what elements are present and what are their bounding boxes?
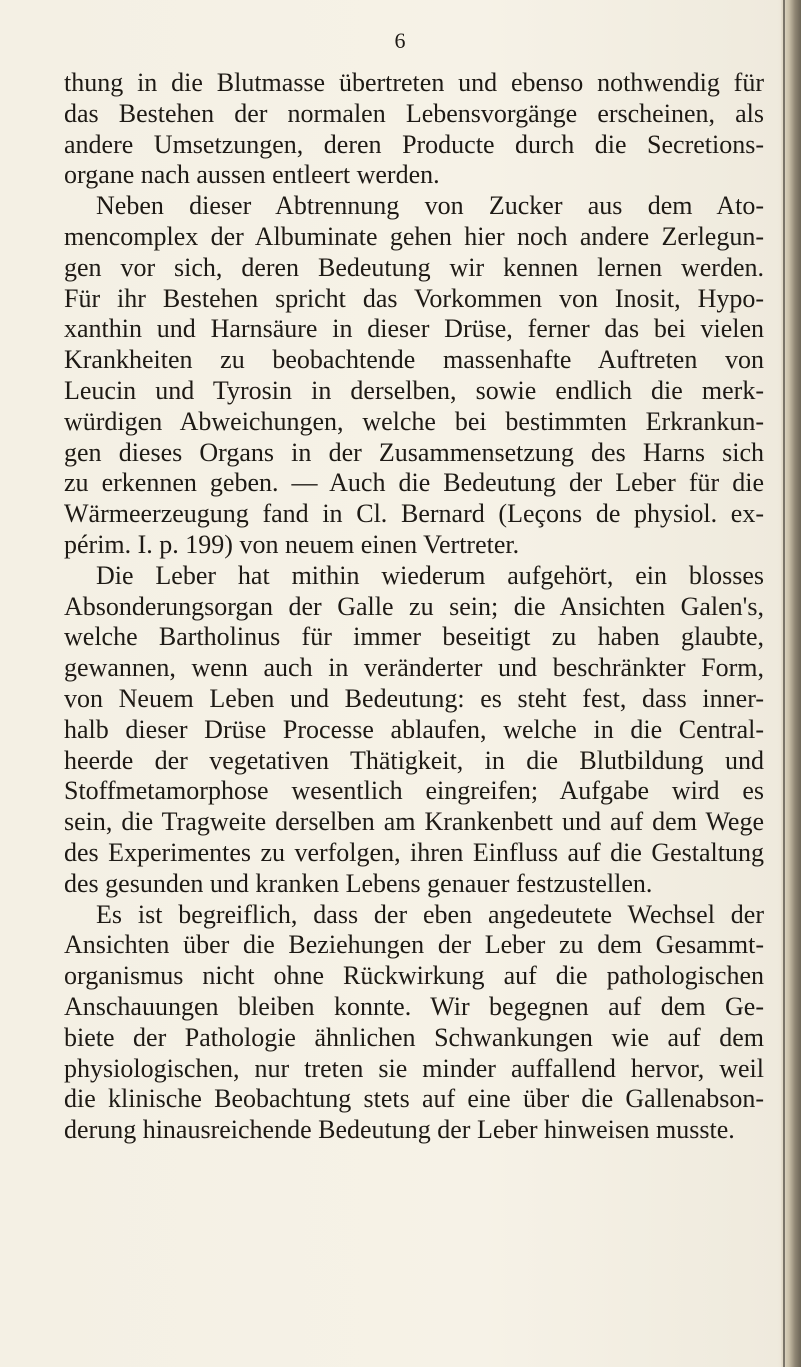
page-edge-line [783,0,785,1367]
text-line: Neben dieser Abtrennung von Zucker aus dem Ato- [96,191,764,221]
text-line: gewannen, wenn auch in veränderter und beschränkter Form, [64,653,764,683]
text-line: andere Umsetzungen, deren Producte durch die Secretions- [64,129,764,159]
text-line: Absonderungsorgan der Galle zu sein; die Ansichten Galen's, [64,591,764,621]
text-line: organe nach aussen entleert werden. [64,160,440,190]
text-line: périm. I. p. 199) von neuem einen Vertreter. [64,529,520,559]
text-line: würdigen Abweichungen, welche bei bestimmten Erkrankun- [64,406,764,436]
text-line: die klinische Beobachtung stets auf eine über die Gallenabson- [64,1084,764,1114]
text-line: Die Leber hat mithin wiederum aufgehört, ein blosses [96,560,764,590]
text-line: das Bestehen der normalen Lebensvorgänge erscheinen, als [64,98,764,128]
text-line: des gesunden und kranken Lebens genauer festzustellen. [64,868,653,898]
text-line: zu erkennen geben. — Auch die Bedeutung der Leber für die [64,468,764,498]
text-line: Ansichten über die Beziehungen der Leber zu dem Gesammt- [64,930,764,960]
text-line: Wärmeerzeugung fand in Cl. Bernard (Leçons de physiol. ex- [64,499,764,529]
text-line: physiologischen, nur treten sie minder auffallend hervor, weil [64,1053,764,1083]
text-line: welche Bartholinus für immer beseitigt zu haben glaubte, [64,622,764,652]
body-text [64,68,764,1146]
text-line: derung hinausreichende Bedeutung der Leber hinweisen musste. [64,1115,735,1145]
text-line: Anschauungen bleiben konnte. Wir begegnen auf dem Ge- [64,991,764,1021]
text-line: thung in die Blutmasse übertreten und ebenso nothwendig für [64,68,764,97]
text-line: mencomplex der Albuminate gehen hier noch andere Zerlegun- [64,221,764,251]
page-number: 6 [394,28,406,53]
text-line: Krankheiten zu beobachtende massenhafte Auftreten von [64,345,764,375]
text-line: des Experimentes zu verfolgen, ihren Einfluss auf die Gestaltung [64,837,764,867]
text-line: halb dieser Drüse Processe ablaufen, welche in die Central- [64,714,764,744]
text-line: Es ist begreiflich, dass der eben angedeutete Wechsel der [96,899,764,929]
text-line: Für ihr Bestehen spricht das Vorkommen von Inosit, Hypo- [64,283,764,313]
text-line: gen dieses Organs in der Zusammensetzung des Harns sich [64,437,764,467]
text-line: heerde der vegetativen Thätigkeit, in die Blutbildung und [64,745,764,775]
text-line: sein, die Tragweite derselben am Krankenbett und auf dem Wege [64,807,764,837]
text-line: organismus nicht ohne Rückwirkung auf die pathologischen [64,961,764,991]
text-line: xanthin und Harnsäure in dieser Drüse, ferner das bei vielen [64,314,764,344]
text-line: Stoffmetamorphose wesentlich eingreifen; Aufgabe wird es [64,776,764,806]
text-line: gen vor sich, deren Bedeutung wir kennen lernen werden. [64,252,764,282]
text-line: biete der Pathologie ähnlichen Schwankungen wie auf dem [64,1022,764,1052]
text-line: Leucin und Tyrosin in derselben, sowie endlich die merk- [64,375,764,405]
text-line: von Neuem Leben und Bedeutung: es steht fest, dass inner- [64,683,764,713]
